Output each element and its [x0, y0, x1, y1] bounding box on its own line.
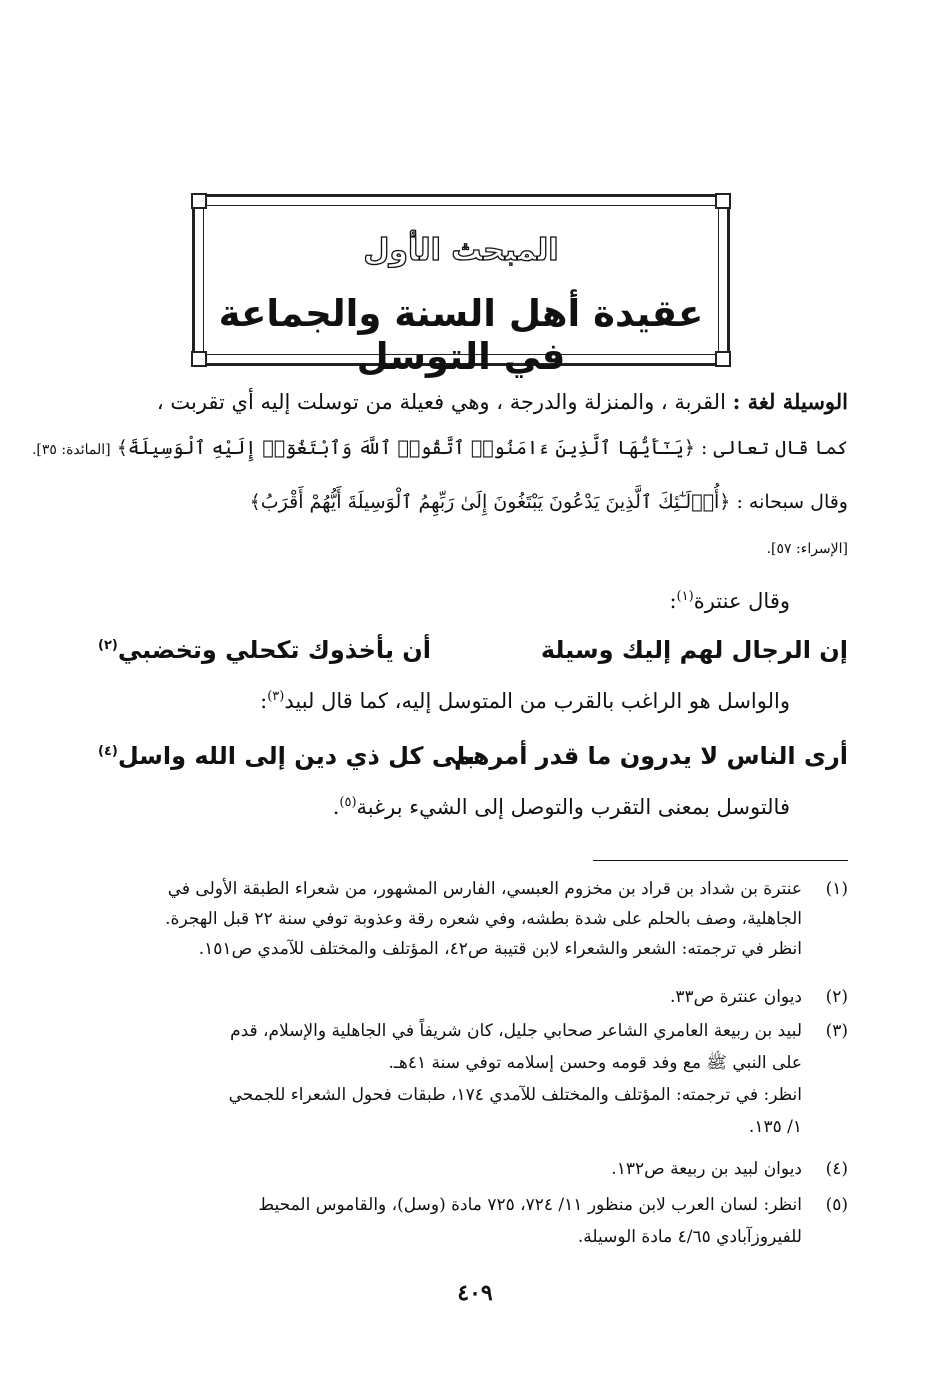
paragraph-line-4 — [98, 588, 790, 615]
paragraph-line-2 — [31, 436, 848, 461]
footnote-line: عنترة بن شداد بن قراد بن مخزوم العبسي، الفارس المشهور، من شعراء الطبقة الأولى في — [167, 879, 802, 899]
verse-text: كما قال تعالى : ﴿يَـٰٓأَيُّهَا ٱلَّذِينَ ءَامَنُوا۟ ٱتَّقُوا۟ ٱللَّهَ وَٱبْتَغُوٓا۟ إِلَيْهِ ٱلْوَسِيلَةَ﴾ — [116, 437, 848, 459]
footnote-marker[interactable]: (٥) — [339, 795, 357, 810]
footnote-line: انظر: في ترجمته: المؤتلف والمختلف للآمدي ١٧٤، طبقات فحول الشعراء للجمحي — [228, 1085, 802, 1105]
verse-reference: [الإسراء: ٥٧]. — [766, 541, 848, 557]
hemistich-right: أرى الناس لا يدرون ما قدر أمرهم — [453, 742, 848, 770]
footnote-1 — [98, 878, 848, 968]
chapter-title-frame — [192, 194, 730, 378]
verse-reference: [المائدة: ٣٥]. — [31, 442, 111, 458]
footnote-number: (٢) — [825, 987, 848, 1007]
footnote-5 — [98, 1194, 848, 1260]
hemistich-left-text: أن يأخذوك تكحلي وتخضبي — [117, 636, 432, 664]
conclusion-text: فالتوسل بمعنى التقرب والتوصل إلى الشيء برغبة — [356, 795, 790, 819]
footnote-line: الجاهلية، وصف بالحلم على شدة بطشه، وفي شعره رقة وعذوبة توفي سنة ٢٢ قبل الهجرة. — [165, 909, 802, 929]
paragraph-line-6 — [98, 794, 790, 821]
punctuation: : — [260, 689, 268, 713]
corner-ornament-icon — [191, 193, 207, 209]
footnote-line: ١/ ١٣٥. — [748, 1117, 802, 1137]
intro-text: وقال عنترة — [693, 589, 790, 613]
definition-text: القربة ، والمنزلة والدرجة ، وهي فعيلة من توسلت إليه أي تقربت ، — [156, 390, 726, 414]
footnote-line: على النبي ﷺ مع وفد قومه وحسن إسلامه توفي سنة ٤١هـ. — [388, 1053, 802, 1073]
footnote-marker[interactable]: (٢) — [98, 638, 118, 653]
footnote-number: (٣) — [825, 1021, 848, 1041]
footnote-line: ديوان عنترة ص٣٣. — [669, 987, 802, 1007]
paragraph-line-5 — [98, 688, 790, 715]
footnote-separator — [593, 860, 848, 861]
hemistich-left — [98, 636, 431, 664]
punctuation: : — [669, 589, 677, 613]
footnote-marker[interactable]: (١) — [676, 589, 694, 604]
footnote-number: (٥) — [825, 1195, 848, 1215]
page-number: ٤٠٩ — [457, 1280, 493, 1306]
footnote-line: انظر في ترجمته: الشعر والشعراء لابن قتيبة ص٤٢، المؤتلف والمختلف للآمدي ص١٥١. — [198, 939, 802, 959]
paragraph-line-1 — [98, 388, 848, 416]
term-bold: الوسيلة لغة : — [732, 389, 848, 414]
footnote-line: لبيد بن ربيعة العامري الشاعر صحابي جليل، كان شريفاً في الجاهلية والإسلام، قدم — [230, 1021, 802, 1041]
punctuation: . — [332, 795, 340, 819]
footnote-line: ديوان لبيد بن ربيعة ص١٣٢. — [611, 1159, 802, 1179]
footnote-line: للفيروزآبادي ٤/٦٥ مادة الوسيلة. — [577, 1227, 802, 1247]
hemistich-left — [98, 742, 475, 770]
hemistich-right: إن الرجال لهم إليك وسيلة — [540, 636, 848, 664]
section-title: عقيدة أهل السنة والجماعة في التوسل — [218, 292, 704, 378]
corner-ornament-icon — [715, 193, 731, 209]
intro-text: والواسل هو الراغب بالقرب من المتوسل إليه، كما قال لبيد — [284, 689, 790, 713]
footnote-line: انظر: لسان العرب لابن منظور ١١/ ٧٢٤، ٧٢٥ مادة (وسل)، والقاموس المحيط — [258, 1195, 802, 1215]
footnote-number: (١) — [825, 879, 848, 899]
verse-text: وقال سبحانه : ﴿أُو۟لَـٰٓئِكَ ٱلَّذِينَ يَدْعُونَ يَبْتَغُونَ إِلَىٰ رَبِّهِمُ ٱلْوَسِيلَةَ أَيُّهُمْ أَقْرَبُ﴾ — [249, 491, 848, 513]
hemistich-left-text: بلى كل ذي دين إلى الله واسل — [117, 742, 475, 770]
verse-reference-line — [98, 540, 848, 558]
footnote-marker[interactable]: (٣) — [267, 689, 285, 704]
footnote-2 — [98, 986, 848, 1016]
footnote-3 — [98, 1020, 848, 1150]
footnote-4 — [98, 1158, 848, 1188]
paragraph-line-3 — [98, 490, 848, 515]
footnote-marker[interactable]: (٤) — [98, 744, 118, 759]
section-subtitle: المبحث الأول — [363, 233, 559, 268]
footnote-number: (٤) — [825, 1159, 848, 1179]
